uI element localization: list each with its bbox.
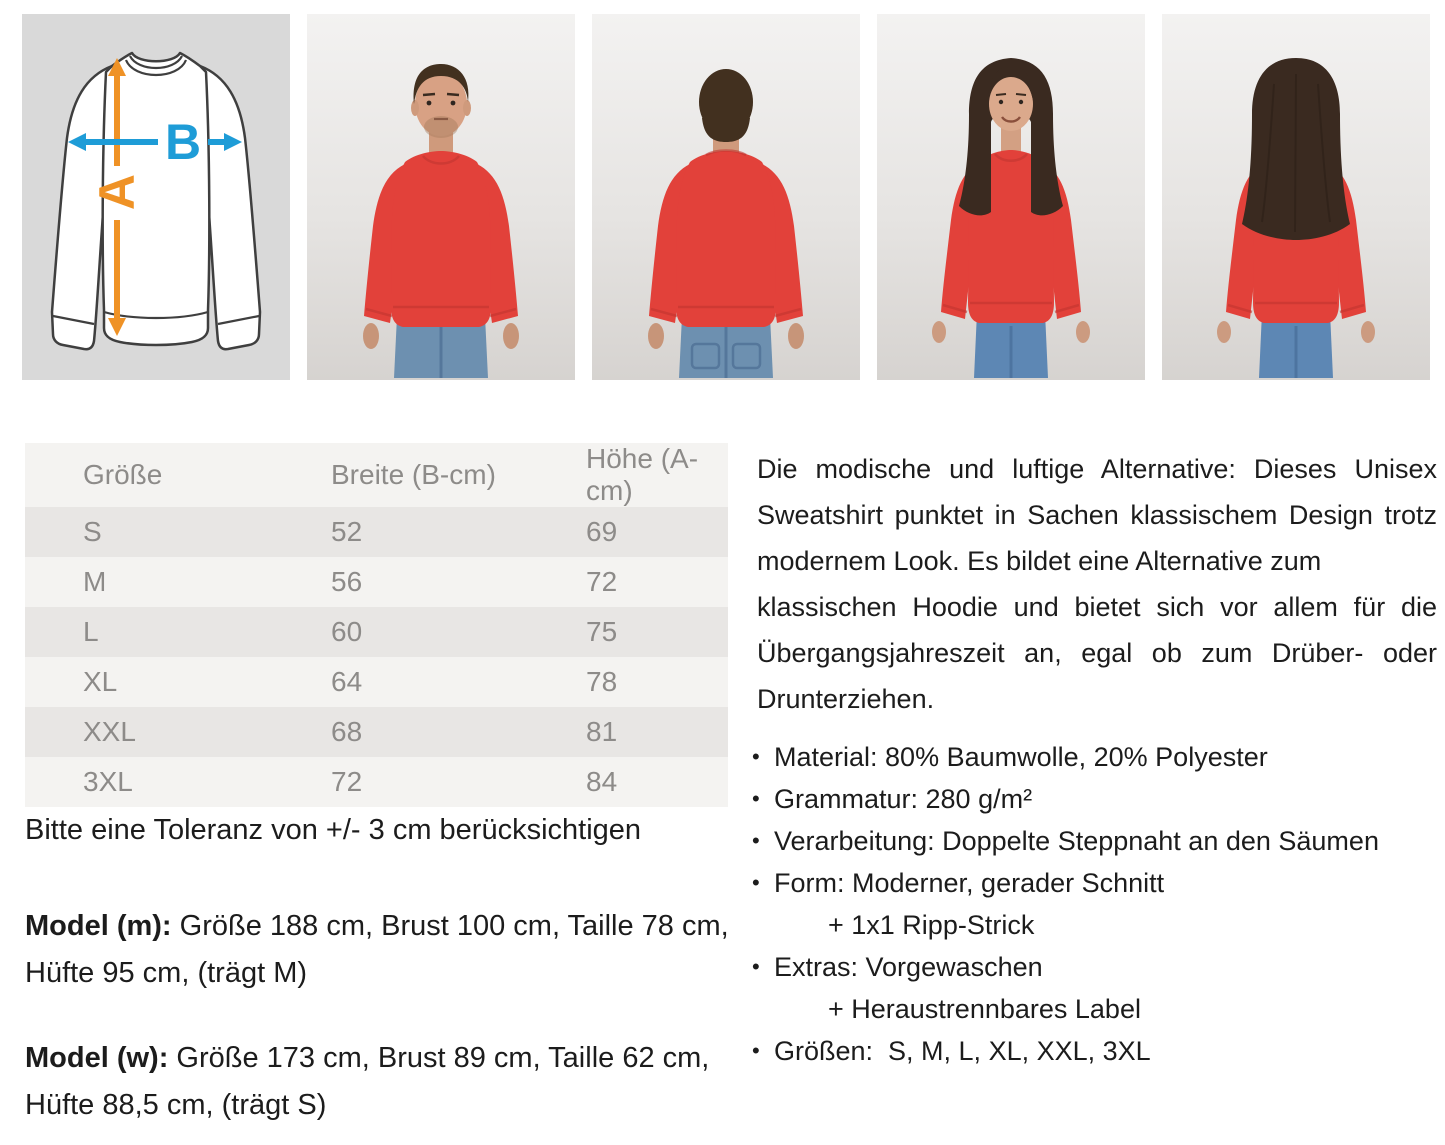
description-line: Drunterziehen. (757, 684, 935, 714)
photo-male-model-front (307, 14, 575, 380)
size-table-cell: 64 (331, 666, 363, 697)
size-table-cell: 81 (586, 716, 618, 747)
spec-item (752, 778, 1444, 820)
sweatshirt-diagram-svg (22, 14, 290, 380)
size-table-row (25, 657, 728, 707)
face (989, 77, 1033, 131)
size-table-cell: S (83, 516, 102, 547)
right-hand (1076, 321, 1090, 343)
right-hand (788, 323, 804, 349)
spec-continuation (752, 904, 1444, 946)
size-table-row (25, 607, 728, 657)
spec-item (752, 862, 1444, 904)
size-table-cell: 56 (331, 566, 363, 597)
spec-text: + Heraustrennbares Label (828, 994, 1141, 1024)
right-ear (463, 100, 471, 116)
left-hand (363, 323, 379, 349)
size-table-cell: XXL (83, 716, 136, 747)
size-table-cell: 72 (331, 766, 363, 797)
model-w-details: Größe 173 cm, Brust 89 cm, Taille 62 cm, Hüfte 88,5 cm, (trägt S) (25, 1042, 710, 1121)
description-line: Übergangsjahreszeit an, egal ob zum Drüber- oder (757, 638, 1437, 668)
left-hand (1217, 321, 1231, 343)
spec-text: Größen: S, M, L, XL, XXL, 3XL (774, 1036, 1151, 1066)
tolerance-note: Bitte eine Toleranz von +/- 3 cm berücksichtigen (25, 814, 642, 846)
description-line: klassischen Hoodie und bietet sich vor allem für die (757, 592, 1437, 622)
female-back-illustration (1162, 14, 1430, 380)
product-gallery (22, 14, 1430, 380)
width-label-B: B (164, 114, 202, 170)
size-table-cell: 60 (331, 616, 363, 647)
spec-continuation (752, 988, 1444, 1030)
spec-item (752, 946, 1444, 988)
bullet-icon: • (752, 744, 760, 769)
size-table-cell: M (83, 566, 107, 597)
size-table-cell: 3XL (83, 766, 133, 797)
bullet-icon: • (752, 786, 760, 811)
description-line: Sweatshirt punktet in Sachen klassischem Design trotz (757, 500, 1437, 530)
bullet-icon: • (752, 1038, 760, 1063)
left-ear (411, 100, 419, 116)
bullet-icon: • (752, 870, 760, 895)
right-hand (503, 323, 519, 349)
size-table-header-row (25, 443, 728, 507)
photo-female-model-front (877, 14, 1145, 380)
spec-text: Extras: Vorgewaschen (774, 952, 1043, 982)
size-table-cell: XL (83, 666, 118, 697)
height-label-A: A (89, 173, 145, 211)
model-m-details: Größe 188 cm, Brust 100 cm, Taille 78 cm, Hüfte 95 cm, (trägt M) (25, 910, 729, 989)
male-back-illustration (592, 14, 860, 380)
size-table-row (25, 557, 728, 607)
description-line: Die modische und luftige Alternative: Dieses Unisex (757, 454, 1437, 484)
spec-text: Verarbeitung: Doppelte Steppnaht an den Säumen (774, 826, 1379, 856)
right-hand (1361, 321, 1375, 343)
left-hand (648, 323, 664, 349)
spec-text: Form: Moderner, gerader Schnitt (774, 868, 1165, 898)
size-table-cell: 68 (331, 716, 363, 747)
model-m-label: Model (m): (25, 910, 172, 942)
size-table-row (25, 707, 728, 757)
size-measurement-diagram (22, 14, 290, 380)
spec-item (752, 1030, 1444, 1072)
col-header-width: Breite (B-cm) (273, 443, 528, 507)
bullet-icon: • (752, 954, 760, 979)
col-header-height: Höhe (A-cm) (528, 443, 728, 507)
size-table (25, 443, 728, 807)
size-table-cell: 84 (586, 766, 618, 797)
model-w-label: Model (w): (25, 1042, 169, 1074)
spec-list (752, 736, 1444, 1072)
hair-back (699, 69, 753, 142)
size-table-cell: L (83, 616, 99, 647)
size-table-cell: 52 (331, 516, 363, 547)
sweatshirt-outline (52, 53, 260, 349)
description-line: modernem Look. Es bildet eine Alternative zum (757, 546, 1322, 576)
female-front-illustration (877, 14, 1145, 380)
spec-item (752, 820, 1444, 862)
size-table-cell: 78 (586, 666, 618, 697)
size-table-cell: 75 (586, 616, 618, 647)
spec-text: Material: 80% Baumwolle, 20% Polyester (774, 742, 1268, 772)
size-table-row (25, 507, 728, 557)
model-m-info (25, 903, 737, 997)
model-w-info (25, 1035, 737, 1129)
col-header-size: Größe (25, 443, 273, 507)
size-table-row (25, 757, 728, 807)
photo-female-model-back (1162, 14, 1430, 380)
size-table-cell: 72 (586, 566, 618, 597)
size-table-cell: 69 (586, 516, 618, 547)
left-hand (932, 321, 946, 343)
spec-text: Grammatur: 280 g/m² (774, 784, 1033, 814)
spec-item (752, 736, 1444, 778)
product-description (757, 446, 1437, 722)
spec-text: + 1x1 Ripp-Strick (828, 910, 1035, 940)
photo-male-model-back (592, 14, 860, 380)
bullet-icon: • (752, 828, 760, 853)
male-front-illustration (307, 14, 575, 380)
